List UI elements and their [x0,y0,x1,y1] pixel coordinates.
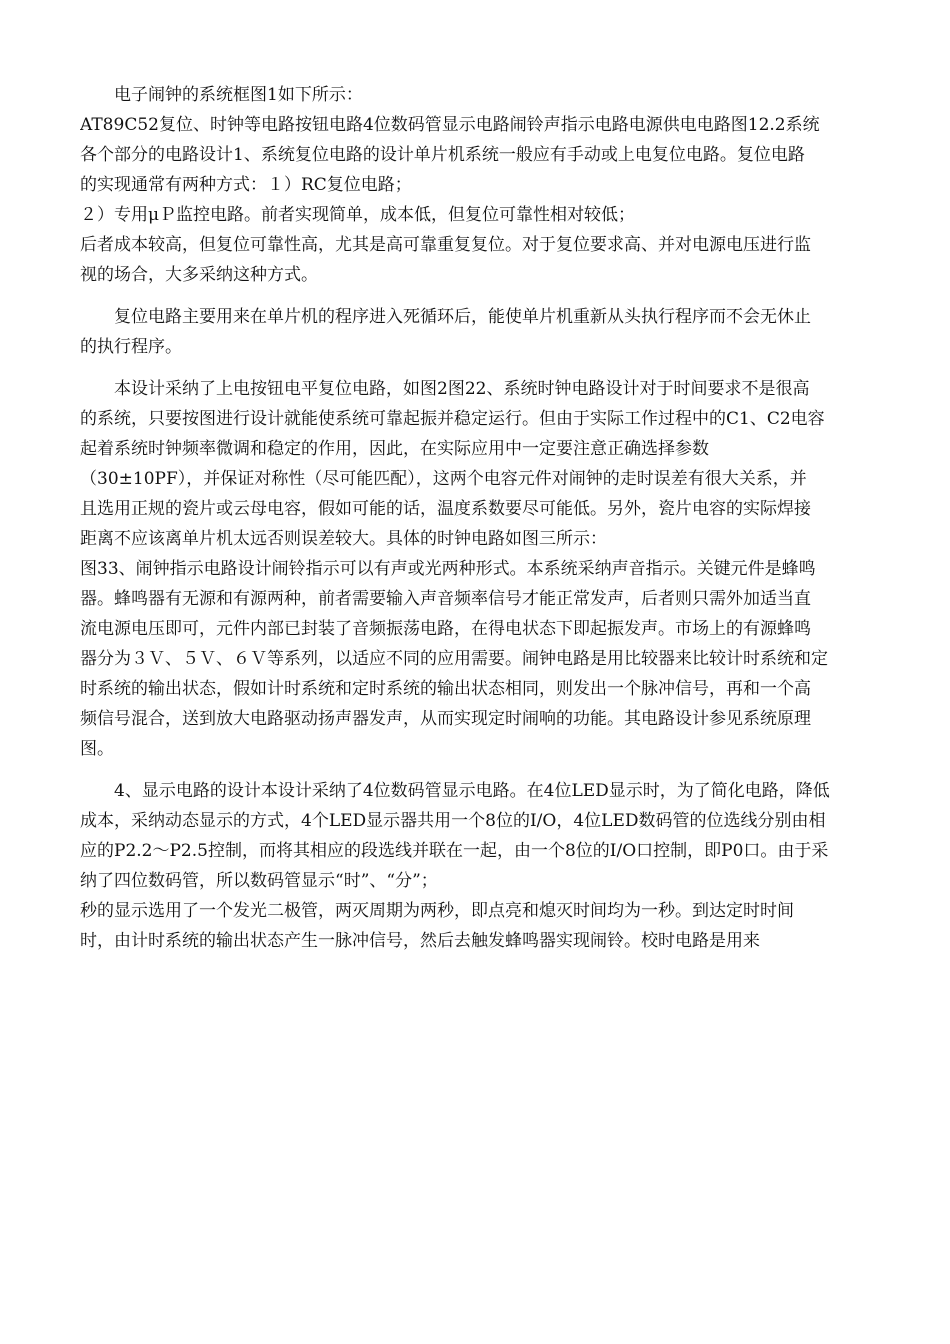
paragraph-10 [80,896,866,956]
paragraph-line: 的系统，只要按图进行设计就能使系统可靠起振并稳定运行。但由于实际工作过程中的C1、C2电容 [80,409,825,429]
paragraph-5 [80,302,866,362]
paragraph-line: 的实现通常有两种方式：１）RC复位电路； [80,175,412,195]
paragraph-line: ２）专用μＰ监控电路。前者实现简单，成本低，但复位可靠性相对较低； [80,205,636,225]
paragraph-line: 流电源电压即可，元件内部已封装了音频振荡电路，在得电状态下即起振发声。市场上的有源蜂鸣 [80,619,811,639]
paragraph-line: 器。蜂鸣器有无源和有源两种，前者需要输入声音频率信号才能正常发声，后者则只需外加适当直 [80,589,811,609]
paragraph-line: 时，由计时系统的输出状态产生一脉冲信号，然后去触发蜂鸣器实现闹铃。校时电路是用来 [80,931,760,951]
paragraph-line: 频信号混合，送到放大电路驱动扬声器发声，从而实现定时闹响的功能。其电路设计参见系统原理 [80,709,811,729]
paragraph-line: 器分为３Ｖ、５Ｖ、６Ｖ等系列，以适应不同的应用需要。闹钟电路是用比较器来比较计时系统和定 [80,649,828,669]
paragraph-line: （30±10PF），并保证对称性（尽可能匹配），这两个电容元件对闹钟的走时误差有很大关系，并 [80,469,807,489]
paragraph-line: 应的P2.2～P2.5控制，而将其相应的段选线并联在一起，由一个8位的I/O口控制，即P0口。由于采 [80,841,829,861]
paragraph-line: 时系统的输出状态，假如计时系统和定时系统的输出状态相同，则发出一个脉冲信号，再和一个高 [80,679,811,699]
paragraph-line: 后者成本较高，但复位可靠性高，尤其是高可靠重复复位。对于复位要求高、并对电源电压进行监 [80,235,811,255]
paragraph-line: 视的场合，大多采纳这种方式。 [80,265,318,285]
paragraph-line: 且选用正规的瓷片或云母电容，假如可能的话，温度系数要尽可能低。另外，瓷片电容的实际焊接 [80,499,811,519]
paragraph-line: 成本，采纳动态显示的方式，4个LED显示器共用一个8位的I/O，4位LED数码管的位选线分别由相 [80,811,826,831]
paragraph-4 [80,230,866,290]
paragraph-9 [80,776,866,896]
paragraph-line: 图33、闹钟指示电路设计闹铃指示可以有声或光两种形式。本系统采纳声音指示。关键元件是蜂鸣 [80,559,816,579]
paragraph-line: 秒的显示选用了一个发光二极管，两灭周期为两秒，即点亮和熄灭时间均为一秒。到达定时时间 [80,901,794,921]
paragraph-7 [80,464,866,554]
paragraph-line: 的执行程序。 [80,337,182,357]
paragraph-6 [80,374,866,464]
paragraph-3 [80,200,866,230]
paragraph-line: 距离不应该离单片机太远否则误差较大。具体的时钟电路如图三所示： [80,529,607,549]
paragraph-line: 起着系统时钟频率微调和稳定的作用，因此，在实际应用中一定要注意正确选择参数 [80,439,709,459]
paragraph-2 [80,110,866,200]
paragraph-line: 4、显示电路的设计本设计采纳了4位数码管显示电路。在4位LED显示时，为了简化电路，降低 [114,781,830,801]
paragraph-line: 各个部分的电路设计1、系统复位电路的设计单片机系统一般应有手动或上电复位电路。复位电路 [80,145,805,165]
paragraph-line: 本设计采纳了上电按钮电平复位电路，如图2图22、系统时钟电路设计对于时间要求不是很高 [114,379,810,399]
paragraph-line: 纳了四位数码管，所以数码管显示“时”、“分”； [80,871,438,891]
paragraph-line: 复位电路主要用来在单片机的程序进入死循环后，能使单片机重新从头执行程序而不会无休止 [114,307,811,327]
paragraph-8 [80,554,866,764]
paragraph-line: AT89C52复位、时钟等电路按钮电路4位数码管显示电路闹铃声指示电路电源供电电路图12.2系统 [80,115,820,135]
paragraph-line: 图。 [80,739,114,759]
paragraph-1 [80,80,866,110]
paragraph-line: 电子闹钟的系统框图1如下所示： [114,85,363,105]
